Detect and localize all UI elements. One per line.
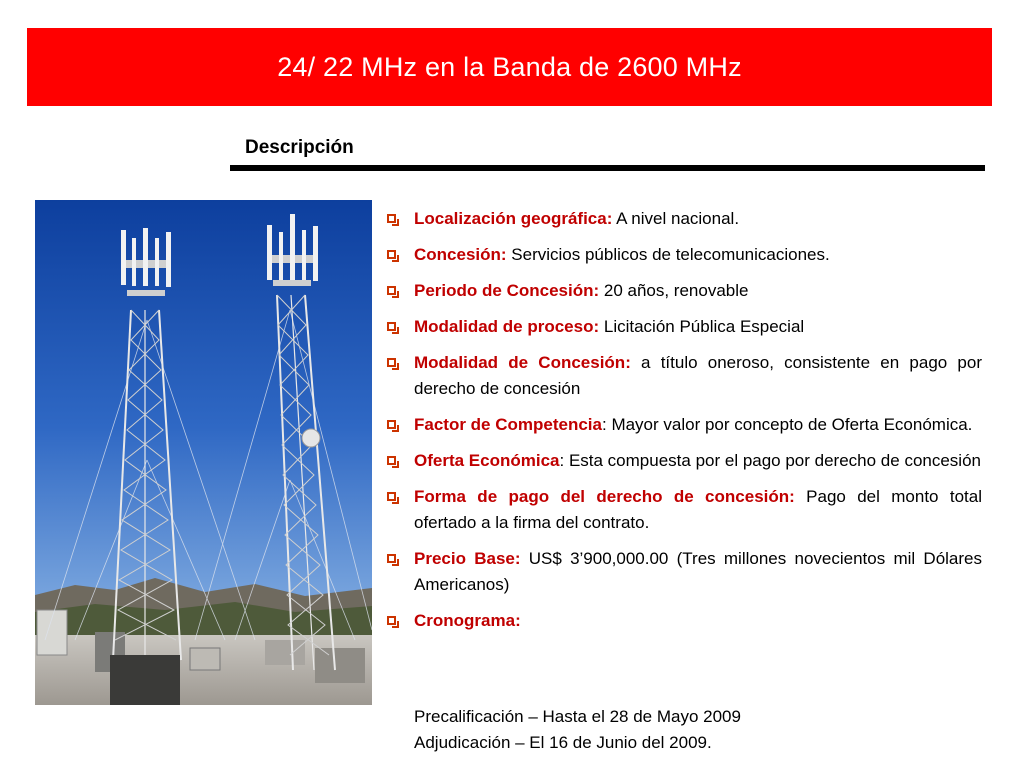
list-item (385, 242, 982, 268)
item-text: 20 años, renovable (599, 281, 749, 300)
item-label: Concesión: (414, 245, 507, 264)
list-item (385, 484, 982, 536)
list-item (385, 546, 982, 598)
telecom-towers-photo (35, 200, 372, 705)
list-item (385, 608, 982, 634)
section-divider (230, 165, 985, 171)
checkbox-bullet-icon (387, 420, 396, 429)
item-label: Factor de Competencia (414, 415, 602, 434)
list-item (385, 448, 982, 474)
title-bar (27, 28, 992, 106)
checkbox-bullet-icon (387, 358, 396, 367)
checkbox-bullet-icon (387, 214, 396, 223)
checkbox-bullet-icon (387, 616, 396, 625)
list-item (385, 350, 982, 402)
slide-title: 24/ 22 MHz en la Banda de 2600 MHz (277, 51, 742, 82)
checkbox-bullet-icon (387, 554, 396, 563)
item-label: Oferta Económica (414, 451, 560, 470)
item-text: US$ 3’900,000.00 (Tres millones novecientos mil Dólares Americanos) (414, 549, 982, 594)
checkbox-bullet-icon (387, 492, 396, 501)
item-label: Modalidad de proceso: (414, 317, 600, 336)
item-label: Modalidad de Concesión: (414, 353, 631, 372)
item-text: Pago del monto total ofertado a la firma del contrato. (414, 487, 982, 532)
item-label: Precio Base: (414, 549, 521, 568)
item-label: Periodo de Concesión: (414, 281, 600, 300)
checkbox-bullet-icon (387, 286, 396, 295)
item-label: Cronograma: (414, 611, 521, 630)
item-text: Licitación Pública Especial (599, 317, 805, 336)
list-item (385, 412, 982, 438)
schedule-line: Precalificación – Hasta el 28 de Mayo 2009 (414, 707, 741, 726)
item-label: Forma de pago del derecho de concesión: (414, 487, 795, 506)
list-item (385, 314, 982, 340)
item-label: Localización geográfica: (414, 209, 613, 228)
checkbox-bullet-icon (387, 456, 396, 465)
item-text: a título oneroso, consistente en pago por derecho de concesión (414, 353, 983, 398)
item-text: Servicios públicos de telecomunicaciones. (506, 245, 830, 264)
schedule (414, 704, 741, 756)
list-item (385, 278, 982, 304)
checkbox-bullet-icon (387, 250, 396, 259)
section-label: Descripción (245, 137, 354, 158)
item-text: : Mayor valor por concepto de Oferta Económica. (602, 415, 973, 434)
checkbox-bullet-icon (387, 322, 396, 331)
item-text: A nivel nacional. (612, 209, 740, 228)
list-item (385, 206, 982, 232)
item-text: : Esta compuesta por el pago por derecho de concesión (559, 451, 981, 470)
schedule-line: Adjudicación – El 16 de Junio del 2009. (414, 733, 712, 752)
description-list (385, 206, 982, 644)
